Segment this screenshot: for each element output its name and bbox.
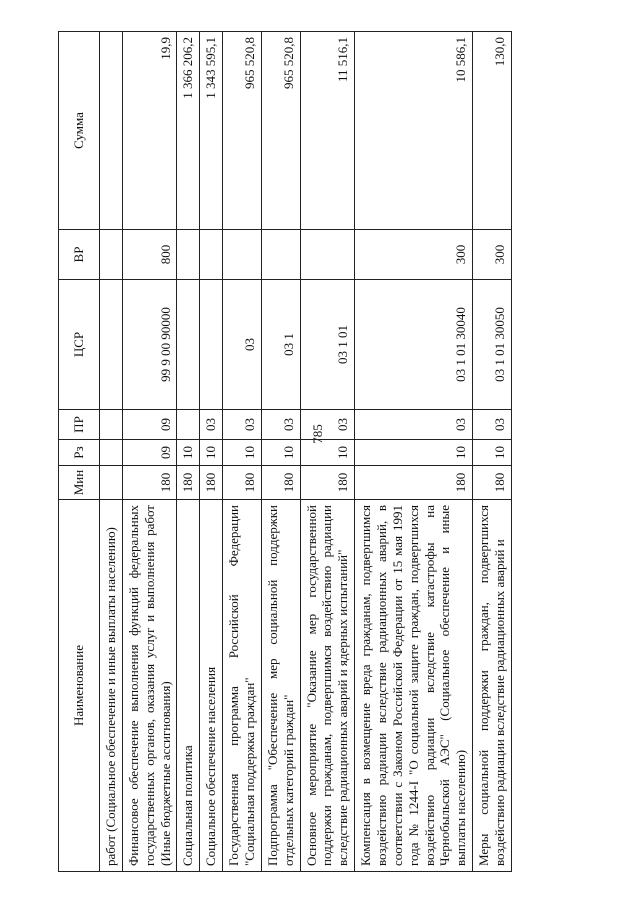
row-csr: 03 1 xyxy=(261,280,300,410)
row-vr xyxy=(223,230,262,280)
row-name: Государственная программа Российской Федерации "Социальная поддержка граждан" xyxy=(223,500,262,872)
table-row xyxy=(223,32,262,872)
table-row xyxy=(300,32,355,872)
row-pr: 03 xyxy=(300,410,355,440)
header-vr: ВР xyxy=(59,230,100,280)
row-name: Социальное обеспечение населения xyxy=(200,500,223,872)
table-row xyxy=(100,32,123,872)
row-pr: 03 xyxy=(200,410,223,440)
row-sum: 1 366 206,2 xyxy=(177,32,200,230)
row-rz: 10 xyxy=(473,440,512,466)
row-name: Финансовое обеспечение выполнения функций федеральных государственных органов, оказания услуг и выполнения работ (Иные бюджетные ассигнования) xyxy=(122,500,177,872)
header-name: Наименование xyxy=(59,500,100,872)
row-csr: 03 1 01 30040 xyxy=(355,280,473,410)
row-sum: 19,9 xyxy=(122,32,177,230)
row-csr: 03 1 01 30050 xyxy=(473,280,512,410)
row-sum: 965 520,8 xyxy=(223,32,262,230)
header-csr: ЦСР xyxy=(59,280,100,410)
row-vr: 300 xyxy=(473,230,512,280)
table-row xyxy=(473,32,512,872)
row-min: 180 xyxy=(261,466,300,500)
row-pr: 03 xyxy=(261,410,300,440)
row-min: 180 xyxy=(122,466,177,500)
row-csr xyxy=(100,280,123,410)
budget-table-container xyxy=(58,32,578,872)
row-name: Компенсация в возмещение вреда гражданам, подвергшимся воздействию радиации вследствие радиационных аварий, в соответствии с Законом Российской Федерации от 15 мая 1991 года № 1244-I "О социальной защите граждан, подвергшихся воздействию радиации вследствие катастрофы на Чернобыльской АЭС" (Социальное обеспечение и иные выплаты населению) xyxy=(355,500,473,872)
table-header-row xyxy=(59,32,100,872)
row-rz: 10 xyxy=(300,440,355,466)
row-pr: 03 xyxy=(223,410,262,440)
row-sum xyxy=(100,32,123,230)
row-name: Социальная политика xyxy=(177,500,200,872)
row-sum: 1 343 595,1 xyxy=(200,32,223,230)
row-vr xyxy=(261,230,300,280)
table-row xyxy=(200,32,223,872)
table-row xyxy=(122,32,177,872)
row-sum: 130,0 xyxy=(473,32,512,230)
row-min: 180 xyxy=(223,466,262,500)
row-name: Подпрограмма "Обеспечение мер социальной поддержки отдельных категорий граждан" xyxy=(261,500,300,872)
row-pr xyxy=(177,410,200,440)
table-row xyxy=(261,32,300,872)
row-rz: 09 xyxy=(122,440,177,466)
row-pr: 03 xyxy=(473,410,512,440)
row-sum: 965 520,8 xyxy=(261,32,300,230)
row-min: 180 xyxy=(473,466,512,500)
row-csr: 99 9 00 90000 xyxy=(122,280,177,410)
header-sum: Сумма xyxy=(59,32,100,230)
row-name: работ (Социальное обеспечение и иные выплаты населению) xyxy=(100,500,123,872)
row-vr xyxy=(100,230,123,280)
table-row xyxy=(355,32,473,872)
row-sum: 11 516,1 xyxy=(300,32,355,230)
row-name: Меры социальной поддержки граждан, подвергшихся воздействию радиации вследствие радиационных аварий и xyxy=(473,500,512,872)
budget-table xyxy=(58,31,512,872)
row-min xyxy=(100,466,123,500)
row-rz: 10 xyxy=(261,440,300,466)
row-pr: 09 xyxy=(122,410,177,440)
row-vr xyxy=(200,230,223,280)
row-rz: 10 xyxy=(355,440,473,466)
row-vr: 800 xyxy=(122,230,177,280)
row-min: 180 xyxy=(300,466,355,500)
row-pr: 03 xyxy=(355,410,473,440)
row-min: 180 xyxy=(200,466,223,500)
row-rz: 10 xyxy=(200,440,223,466)
row-csr: 03 xyxy=(223,280,262,410)
header-min: Мин xyxy=(59,466,100,500)
header-rz: Рз xyxy=(59,440,100,466)
row-vr xyxy=(177,230,200,280)
row-vr: 300 xyxy=(355,230,473,280)
row-min: 180 xyxy=(355,466,473,500)
row-vr xyxy=(300,230,355,280)
row-min: 180 xyxy=(177,466,200,500)
row-rz: 10 xyxy=(223,440,262,466)
row-rz xyxy=(100,440,123,466)
row-csr xyxy=(200,280,223,410)
row-pr xyxy=(100,410,123,440)
row-name: Основное мероприятие "Оказание мер государственной поддержки гражданам, подвергшимся воздействию радиации вследствие радиационных аварий и ядерных испытаний" xyxy=(300,500,355,872)
table-row xyxy=(177,32,200,872)
row-csr xyxy=(177,280,200,410)
header-pr: ПР xyxy=(59,410,100,440)
row-csr: 03 1 01 xyxy=(300,280,355,410)
row-sum: 10 586,1 xyxy=(355,32,473,230)
page-number: 785 xyxy=(310,424,325,444)
row-rz: 10 xyxy=(177,440,200,466)
